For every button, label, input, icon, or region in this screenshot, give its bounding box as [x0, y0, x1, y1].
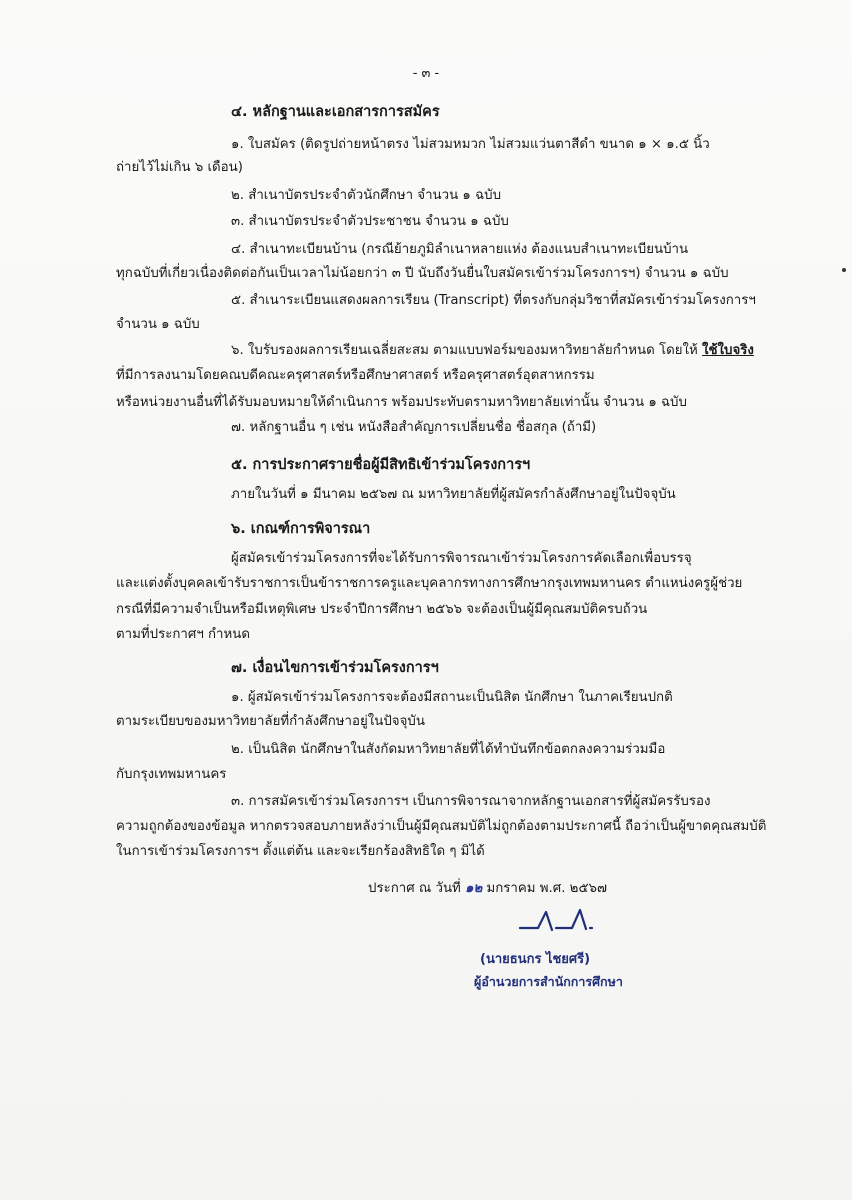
s4-item6-line2: ที่มีการลงนามโดยคณบดีคณะครุศาสตร์หรือศึกษาศาสตร์ หรือครุศาสตร์อุตสาหกรรม — [116, 368, 595, 383]
s4-item3: ๓. สำเนาบัตรประจำตัวประชาชน จำนวน ๑ ฉบับ — [231, 214, 509, 229]
section-5-title: ๕. การประกาศรายชื่อผู้มีสิทธิเข้าร่วมโครงการฯ — [231, 457, 531, 473]
s4-item4-line2: ทุกฉบับที่เกี่ยวเนื่องติดต่อกันเป็นเวลาไม่น้อยกว่า ๓ ปี นับถึงวันยื่นใบสมัครเข้าร่วมโครงการฯ) จำนวน ๑ ฉบับ — [116, 266, 729, 281]
announcement-month-year: มกราคม พ.ศ. ๒๕๖๗ — [482, 881, 607, 896]
section-6-title: ๖. เกณฑ์การพิจารณา — [231, 521, 371, 537]
signatory-position: ผู้อำนวยการสำนักการศึกษา — [474, 974, 623, 989]
s6-line3: กรณีที่มีความจำเป็นหรือมีเหตุพิเศษ ประจำปีการศึกษา ๒๕๖๖ จะต้องเป็นผู้มีคุณสมบัติครบถ้วน — [116, 602, 648, 617]
s7-item1-line1: ๑. ผู้สมัครเข้าร่วมโครงการจะต้องมีสถานะเป็นนิสิต นักศึกษา ในภาคเรียนปกติ — [231, 690, 673, 705]
s7-item3-line2: ความถูกต้องของข้อมูล หากตรวจสอบภายหลังว่าเป็นผู้มีคุณสมบัติไม่ถูกต้องตามประกาศนี้ ถือว่าเป็นผู้ขาดคุณสมบัติ — [116, 819, 767, 834]
s7-item2-line2: กับกรุงเทพมหานคร — [116, 767, 227, 782]
section-7-title: ๗. เงื่อนไขการเข้าร่วมโครงการฯ — [231, 660, 439, 676]
s4-item6-line3: หรือหน่วยงานอื่นที่ได้รับมอบหมายให้ดำเนินการ พร้อมประทับตรามหาวิทยาลัยเท่านั้น จำนวน ๑ ฉบับ — [116, 395, 687, 410]
s4-item1-line2: ถ่ายไว้ไม่เกิน ๖ เดือน) — [116, 160, 243, 175]
s4-item1-line1: ๑. ใบสมัคร (ติดรูปถ่ายหน้าตรง ไม่สวมหมวก ไม่สวมแว่นตาสีดำ ขนาด ๑ × ๑.๕ นิ้ว — [231, 137, 710, 152]
s6-line2: และแต่งตั้งบุคคลเข้ารับราชการเป็นข้าราชการครูและบุคลากรทางการศึกษากรุงเทพมหานคร ตำแหน่งครูผู้ช่วย — [116, 576, 743, 591]
s5-line1: ภายในวันที่ ๑ มีนาคม ๒๕๖๗ ณ มหาวิทยาลัยที่ผู้สมัครกำลังศึกษาอยู่ในปัจจุบัน — [231, 487, 676, 502]
s7-item1-line2: ตามระเบียบของมหาวิทยาลัยที่กำลังศึกษาอยู่ในปัจจุบัน — [116, 714, 425, 729]
s7-item3-line1: ๓. การสมัครเข้าร่วมโครงการฯ เป็นการพิจารณาจากหลักฐานเอกสารที่ผู้สมัครรับรอง — [231, 794, 711, 809]
handwritten-day: ๑๒ — [465, 881, 483, 896]
scan-speck — [842, 268, 846, 272]
s4-item7: ๗. หลักฐานอื่น ๆ เช่น หนังสือสำคัญการเปลี่ยนชื่อ ชื่อสกุล (ถ้ามี) — [231, 420, 597, 435]
s4-item6-text: ๖. ใบรับรองผลการเรียนเฉลี่ยสะสม ตามแบบฟอร์มของมหาวิทยาลัยกำหนด โดยให้ — [231, 343, 703, 358]
s4-item4-line1: ๔. สำเนาทะเบียนบ้าน (กรณีย้ายภูมิลำเนาหลายแห่ง ต้องแนบสำเนาทะเบียนบ้าน — [231, 242, 689, 257]
original-copy-emphasis: ใช้ใบจริง — [702, 343, 754, 358]
announcement-prefix: ประกาศ ณ วันที่ — [368, 881, 466, 896]
announcement-date — [368, 877, 607, 898]
s4-item2: ๒. สำเนาบัตรประจำตัวนักศึกษา จำนวน ๑ ฉบับ — [231, 188, 502, 203]
page-number: - ๓ - — [412, 66, 440, 81]
s4-item5-line2: จำนวน ๑ ฉบับ — [116, 317, 200, 332]
s4-item6-line1 — [231, 339, 754, 360]
s6-line4: ตามที่ประกาศฯ กำหนด — [116, 627, 251, 642]
s6-line1: ผู้สมัครเข้าร่วมโครงการที่จะได้รับการพิจารณาเข้าร่วมโครงการคัดเลือกเพื่อบรรจุ — [231, 551, 692, 566]
section-4-title: ๔. หลักฐานและเอกสารการสมัคร — [231, 104, 440, 120]
handwritten-signature — [516, 902, 636, 942]
s7-item2-line1: ๒. เป็นนิสิต นักศึกษาในสังกัดมหาวิทยาลัยที่ได้ทำบันทึกข้อตกลงความร่วมมือ — [231, 742, 666, 757]
s7-item3-line3: ในการเข้าร่วมโครงการฯ ตั้งแต่ต้น และจะเรียกร้องสิทธิใด ๆ มิได้ — [116, 844, 485, 859]
signatory-name: (นายธนกร ไชยศรี) — [480, 952, 591, 967]
s4-item5-line1: ๕. สำเนาระเบียนแสดงผลการเรียน (Transcript) ที่ตรงกับกลุ่มวิชาที่สมัครเข้าร่วมโครงการฯ — [231, 293, 756, 308]
